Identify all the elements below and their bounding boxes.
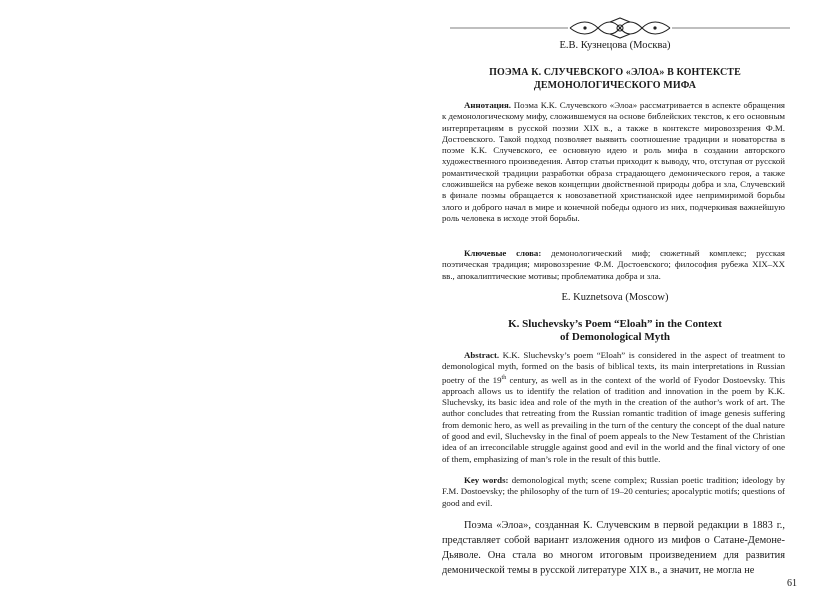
title-ru xyxy=(450,66,780,92)
title-ru-line-2: ДЕМОНОЛОГИЧЕСКОГО МИФА xyxy=(533,80,697,91)
author-ru: Е.В. Кузнецова (Москва) xyxy=(559,40,671,51)
keywords-en-text: demonological myth; scene complex; Russian poetic tradition; ideology by F.M. Dostoevsky; the philosophy of the turn of 19–20 centuries; apocalyptic motifs; questions of good and evil. xyxy=(442,475,785,508)
abstract-superscript: th xyxy=(501,374,507,381)
ornament-divider xyxy=(450,16,790,40)
title-en xyxy=(450,318,780,344)
abstract-text-end: century, as well as in the context of the world of Fyodor Dostoevsky. This approach allows us to identify the relation of tradition and innovation in the poem by K.K. Sluchevsky, its basic idea and role of the myth in the creation of the author’s work of art. The author concludes that retreating from the Russian romantic tradition of image genesis suffering from demonic hero, as well as prevailing in the turn of the century the concept of the dual nature of good and evil, Sluchevsky in the final of poem appeals to the New Testament of the Christian idea of an irreconcilable struggle against good and evil in the world and the final victory of one of them, emphasizing of man’s role in the result of this buttle. xyxy=(442,374,785,464)
journal-page xyxy=(410,0,820,609)
author-en: E. Kuznetsova (Moscow) xyxy=(561,292,669,303)
title-en-line-1: K. Sluchevsky’s Poem “Eloah” in the Context xyxy=(508,318,722,330)
keywords-ru-paragraph xyxy=(442,248,785,282)
keywords-en-label: Key words: xyxy=(464,475,509,485)
keywords-ru-label: Ключевые слова: xyxy=(464,248,542,258)
abstract-text-start: K.K. Sluchevsky’s poem “Eloah” is considered in the aspect of treatment to demonological myth, formed on the basis of biblical texts, its main interpretations in Russian poetry of the 19 xyxy=(442,350,785,385)
title-en-line-2: of Demonological Myth xyxy=(560,331,670,343)
keywords-en-paragraph xyxy=(442,475,785,509)
page-number: 61 xyxy=(787,578,797,589)
body-paragraph: Поэма «Элоа», созданная К. Случевским в первой редакции в 1883 г., представляет собой вариант изложения одного из мифов о Сатане-Демоне-Дьяволе. Она стала во многом итоговым произведением для развития демонической темы в русской литературе XIX в., а значит, не могла не xyxy=(442,520,785,576)
keywords-ru-text: демонологический миф; сюжетный комплекс; русская поэтическая традиция; мировоззрение Ф.М. Достоевского; философия рубежа XIX–XX вв., апокалиптические мотивы; проблематика добра и зла. xyxy=(442,248,785,281)
annotation-text: Поэма К.К. Случевского «Элоа» рассматривается в аспекте обращения к демонологическому мифу, сложившемуся на основе библейских текстов, к его основным интерпретациям в русской поэзии XIX в., а также в контексте мировоззрения Ф.М. Достоевского. Такой подход позволяет выявить соотношение традиции и новаторства в поэме К.К. Случевского, ее основную идею и роль мифа в создании авторского художественного произведения. Автор статьи приходит к выводу, что, отступая от русской романтической традиции разработки образа страдающего демонического героя, а также сложившейся на рубеже веков концепции двойственной природы добра и зла, Случевский в финале поэмы обращается к новозаветной христианской идее непримиримой борьбы злого и доброго начал в мире и конечной победы одного из них, подчеркивая важнейшую роль человека в исходе этой борьбы. xyxy=(442,100,786,223)
annotation-label: Аннотация. xyxy=(464,100,511,110)
abstract-paragraph xyxy=(442,350,785,465)
title-ru-line-1: ПОЭМА К. СЛУЧЕВСКОГО «ЭЛОА» В КОНТЕКСТЕ xyxy=(489,67,741,78)
annotation-paragraph xyxy=(442,100,785,224)
abstract-label: Abstract. xyxy=(464,350,500,360)
